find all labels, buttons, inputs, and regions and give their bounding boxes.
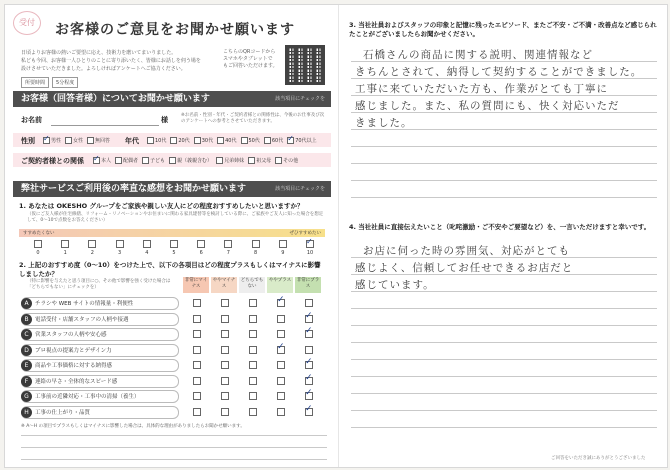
answer-3-handwriting: きちんとされて、納得して契約することができました。 bbox=[355, 66, 643, 78]
question-4 bbox=[349, 223, 659, 232]
relation-checkbox[interactable] bbox=[275, 157, 282, 164]
scale-number: 2 bbox=[90, 250, 94, 256]
age-option[interactable] bbox=[194, 137, 213, 144]
service-section-hint: 該当項目にチェックを bbox=[275, 186, 325, 192]
rating-checkbox[interactable] bbox=[305, 392, 313, 400]
age-checkbox[interactable] bbox=[217, 137, 224, 144]
age-option[interactable] bbox=[264, 137, 283, 144]
scale-number: 10 bbox=[306, 250, 314, 256]
relation-checkbox[interactable] bbox=[142, 157, 149, 164]
scale-low-label: すすめたくない bbox=[23, 231, 55, 236]
relation-option-label: 本人 bbox=[101, 158, 112, 164]
grid-footnote: ※ A〜H の項目でプラスもしくはマイナスに影響した場合は、具体的な理由がありましたらお聞かせ願います。 bbox=[21, 424, 245, 429]
age-option[interactable] bbox=[241, 137, 260, 144]
age-option-label: 20代 bbox=[178, 138, 190, 144]
duration-value: 5分程度 bbox=[52, 77, 78, 88]
rating-item bbox=[21, 406, 179, 419]
answer-4-line[interactable] bbox=[351, 359, 657, 360]
answer-4-line[interactable] bbox=[351, 325, 657, 326]
answer-3-line[interactable] bbox=[351, 180, 657, 181]
rating-checkbox[interactable] bbox=[277, 408, 285, 416]
relation-option-label: 親（義親含む） bbox=[177, 158, 213, 164]
rating-checkbox[interactable] bbox=[221, 299, 229, 307]
scale-option[interactable] bbox=[270, 238, 296, 256]
name-note: ※お名前・性別・年代・ご契約者様との関係性は、今後のお仕事及び次のアンケートへの参考とさせていただきます。 bbox=[181, 113, 325, 124]
answer-3-handwriting: 感じました。また、私の質問にも、快く対応いただ bbox=[355, 100, 620, 112]
rating-checkbox[interactable] bbox=[277, 346, 285, 354]
question-2-sub: （特に影響を与えたと思う項目に○、その他で影響を強く受けた場合は「どちらでもない」にチェックを） bbox=[27, 279, 171, 290]
item-label: 工事の仕上がり・品質 bbox=[35, 409, 91, 416]
grid-column-header: 非常にプラス bbox=[295, 277, 321, 293]
relation-label: ご契約者様との関係 bbox=[21, 157, 84, 165]
scale-option[interactable] bbox=[243, 238, 269, 256]
answer-4-line[interactable] bbox=[351, 393, 657, 394]
scale-number: 7 bbox=[226, 250, 230, 256]
scale-option[interactable] bbox=[215, 238, 241, 256]
rating-checkbox[interactable] bbox=[305, 408, 313, 416]
question-2-number: 2. bbox=[19, 261, 26, 269]
rating-checkbox[interactable] bbox=[221, 330, 229, 338]
relation-option-label: 兄弟姉妹 bbox=[224, 158, 245, 164]
answer-3-line[interactable] bbox=[351, 146, 657, 147]
rating-checkbox[interactable] bbox=[305, 361, 313, 369]
rating-item bbox=[21, 390, 179, 403]
scale-number: 6 bbox=[199, 250, 203, 256]
rating-checkbox[interactable] bbox=[249, 377, 257, 385]
answer-4-line[interactable] bbox=[351, 342, 657, 343]
rating-checkbox[interactable] bbox=[221, 346, 229, 354]
age-checkbox[interactable] bbox=[241, 137, 248, 144]
rating-checkbox[interactable] bbox=[277, 315, 285, 323]
rating-checkbox[interactable] bbox=[249, 299, 257, 307]
rating-checkbox[interactable] bbox=[305, 346, 313, 354]
qr-code-icon[interactable] bbox=[285, 45, 325, 85]
scale-number: 5 bbox=[172, 250, 176, 256]
age-option-label: 50代 bbox=[248, 138, 260, 144]
gender-option[interactable] bbox=[87, 137, 110, 144]
service-section-title: 弊社サービスご利用後の率直な感想をお聞かせ願います bbox=[21, 184, 247, 194]
gender-option-label: 男性 bbox=[51, 138, 62, 144]
scale-checkbox[interactable] bbox=[252, 240, 260, 248]
rating-checkbox[interactable] bbox=[221, 392, 229, 400]
answer-4-line[interactable] bbox=[351, 410, 657, 411]
item-key-badge: B bbox=[21, 314, 32, 325]
rating-checkbox[interactable] bbox=[249, 408, 257, 416]
grid-column-header: ややマイナス bbox=[211, 277, 237, 293]
rating-item bbox=[21, 359, 179, 372]
rating-checkbox[interactable] bbox=[221, 377, 229, 385]
item-label: 商品や工事価格に対する納得感 bbox=[35, 363, 113, 369]
age-checkbox[interactable] bbox=[170, 137, 177, 144]
name-suffix: 様 bbox=[161, 116, 168, 124]
item-key-badge: E bbox=[21, 360, 32, 371]
rating-checkbox[interactable] bbox=[193, 315, 201, 323]
relation-option-label: 配偶者 bbox=[123, 158, 139, 164]
item-label: チラシや WEB サイトの情報量・利便性 bbox=[35, 301, 134, 307]
age-option-label: 40代 bbox=[225, 138, 237, 144]
gender-checkbox[interactable] bbox=[43, 137, 50, 144]
age-option[interactable] bbox=[217, 137, 236, 144]
rating-checkbox[interactable] bbox=[277, 330, 285, 338]
scale-checkbox[interactable] bbox=[88, 240, 96, 248]
scale-option[interactable] bbox=[297, 238, 323, 256]
scale-option[interactable] bbox=[134, 238, 160, 256]
rating-checkbox[interactable] bbox=[221, 315, 229, 323]
answer-3-handwriting: 工事に来ていただいた方も、作業がとても丁寧に bbox=[355, 83, 608, 95]
scale-option[interactable] bbox=[188, 238, 214, 256]
item-label: プロ視点の提案力とデザイン力 bbox=[35, 347, 112, 354]
rating-item bbox=[21, 313, 179, 326]
answer-4-handwriting: お店に伺った時の雰囲気、対応がとても bbox=[363, 245, 570, 257]
rating-checkbox[interactable] bbox=[193, 408, 201, 416]
question-3-text: 当社社員およびスタッフの印象と記憶に残ったエピソード、またご不安・ご不満・改善点など感じられたことがございましたらお聞かせください。 bbox=[349, 21, 657, 38]
question-4-text: 当社社員に直接伝えたいこと（叱咤激励・ご不安やご要望など）を、一言いただけますと幸いです。 bbox=[358, 223, 651, 231]
gender-checkbox[interactable] bbox=[87, 137, 94, 144]
item-label: 営業スタッフの人柄や安心感 bbox=[35, 332, 107, 338]
customer-section-header bbox=[13, 91, 331, 107]
relation-checkbox[interactable] bbox=[248, 157, 255, 164]
scale-option[interactable] bbox=[161, 238, 187, 256]
center-fold bbox=[338, 5, 339, 467]
name-label: お名前 bbox=[21, 116, 42, 124]
rating-checkbox[interactable] bbox=[305, 299, 313, 307]
gender-checkbox[interactable] bbox=[65, 137, 72, 144]
answer-3-handwriting: きました。 bbox=[355, 117, 413, 129]
intro-text: 日頃よりお客様の熱いご要望に応え、技術力を磨いてまいりました。 私ども今回、お客様一人ひとりのことに寄り添いたく、皆様にお話しを伺う場を 設けさせていただきました。よろしければアンケートへご協力ください。 bbox=[21, 50, 201, 72]
duration-label: 所要時間 bbox=[21, 77, 49, 88]
rating-item bbox=[21, 375, 179, 388]
relation-checkbox[interactable] bbox=[93, 157, 100, 164]
rating-checkbox[interactable] bbox=[305, 315, 313, 323]
age-options bbox=[147, 137, 317, 144]
scale-checkbox[interactable] bbox=[143, 240, 151, 248]
gender-option[interactable] bbox=[65, 137, 83, 144]
relation-option[interactable] bbox=[248, 157, 271, 164]
age-option[interactable] bbox=[170, 137, 189, 144]
scale-checkbox[interactable] bbox=[197, 240, 205, 248]
answer-4-line[interactable] bbox=[351, 427, 657, 428]
survey-sheet bbox=[4, 4, 668, 468]
gender-label: 性別 bbox=[21, 137, 35, 145]
answer-4-handwriting: 感じています。 bbox=[355, 279, 435, 291]
grid-column-header: どちらでもない bbox=[239, 277, 265, 293]
customer-section-title: お客様（回答者様）についてお聞かせ願います bbox=[21, 94, 210, 104]
rating-checkbox[interactable] bbox=[193, 330, 201, 338]
relation-checkbox[interactable] bbox=[169, 157, 176, 164]
scale-number: 3 bbox=[118, 250, 122, 256]
item-key-badge: C bbox=[21, 329, 32, 340]
question-1-number: 1. bbox=[19, 202, 26, 210]
rating-checkbox[interactable] bbox=[249, 330, 257, 338]
age-checkbox[interactable] bbox=[287, 137, 294, 144]
age-checkbox[interactable] bbox=[264, 137, 271, 144]
duration-tags bbox=[21, 77, 78, 88]
question-2-text: 上記のおすすめ度（0〜10）をつけた上で、以下の各項目はどの程度プラスもしくはマイナスに影響しましたか？ bbox=[19, 261, 321, 278]
item-key-badge: H bbox=[21, 407, 32, 418]
rating-checkbox[interactable] bbox=[249, 315, 257, 323]
answer-4-line[interactable] bbox=[351, 308, 657, 309]
age-label: 年代 bbox=[125, 137, 139, 145]
customer-section-hint: 該当項目にチェックを bbox=[275, 96, 325, 102]
rating-checkbox[interactable] bbox=[249, 361, 257, 369]
age-option-label: 10代 bbox=[155, 138, 167, 144]
age-option-label: 60代 bbox=[271, 138, 284, 144]
item-key-badge: G bbox=[21, 391, 32, 402]
scale-checkbox[interactable] bbox=[170, 240, 178, 248]
relation-options bbox=[93, 157, 298, 164]
question-4-number: 4. bbox=[349, 223, 356, 231]
relation-checkbox[interactable] bbox=[115, 157, 122, 164]
scale-option[interactable] bbox=[25, 238, 51, 256]
item-key-badge: F bbox=[21, 376, 32, 387]
gender-option-label: 無回答 bbox=[95, 138, 111, 144]
item-label: 工事前の近隣対応・工事中の清掃（養生） bbox=[35, 394, 140, 400]
scale-number: 8 bbox=[254, 250, 258, 256]
relation-option-label: 子ども bbox=[150, 158, 166, 164]
rating-checkbox[interactable] bbox=[221, 361, 229, 369]
age-option-label: 70代以上 bbox=[295, 138, 317, 144]
scale-gradient bbox=[19, 229, 325, 237]
question-3-number: 3. bbox=[349, 21, 356, 29]
scale-high-label: ぜひすすめたい bbox=[289, 231, 321, 236]
scale-option[interactable] bbox=[52, 238, 78, 256]
rating-checkbox[interactable] bbox=[193, 377, 201, 385]
scale-number: 9 bbox=[281, 250, 285, 256]
rating-checkbox[interactable] bbox=[193, 361, 201, 369]
item-key-badge: D bbox=[21, 345, 32, 356]
item-label: 連絡の早さ・全体的なスピード感 bbox=[35, 378, 118, 385]
rating-checkbox[interactable] bbox=[277, 377, 285, 385]
page-title: お客様のご意見をお聞かせ願います bbox=[55, 22, 295, 38]
service-section-header bbox=[13, 181, 331, 197]
age-option[interactable] bbox=[287, 137, 316, 144]
received-stamp: 受付 bbox=[13, 11, 41, 35]
age-checkbox[interactable] bbox=[194, 137, 201, 144]
relation-option-label: その他 bbox=[283, 158, 299, 164]
scale-number: 1 bbox=[63, 250, 67, 256]
rating-item bbox=[21, 328, 179, 341]
answer-3-line[interactable] bbox=[351, 197, 657, 198]
scale-number: 0 bbox=[36, 250, 40, 256]
rating-checkbox[interactable] bbox=[193, 392, 201, 400]
grid-column-header: 非常にマイナス bbox=[183, 277, 209, 293]
relation-option-label: 祖父母 bbox=[256, 158, 272, 164]
rating-item bbox=[21, 297, 179, 310]
qr-note: こちらのQRコードから スマホやタブレットで もご回答いただけます。 bbox=[223, 49, 278, 69]
scale-checkbox[interactable] bbox=[306, 240, 314, 248]
scale-option[interactable] bbox=[79, 238, 105, 256]
scale-checkbox[interactable] bbox=[224, 240, 232, 248]
rating-checkbox[interactable] bbox=[221, 408, 229, 416]
rating-item bbox=[21, 344, 179, 357]
rating-checkbox[interactable] bbox=[277, 299, 285, 307]
name-field[interactable] bbox=[51, 125, 159, 126]
question-1-sub: （仮にご友人様が住宅修繕、リフォーム・リノベーションやお住まいに関わる家具建替等を検討している際に、ご家族やご友人に知った場合を想定して、0〜10で点数をお答えください） bbox=[27, 212, 324, 223]
gender-option[interactable] bbox=[43, 137, 61, 144]
rating-checkbox[interactable] bbox=[305, 330, 313, 338]
grid-column-header: ややプラス bbox=[267, 277, 293, 293]
relation-option[interactable] bbox=[93, 157, 111, 164]
rating-checkbox[interactable] bbox=[277, 361, 285, 369]
answer-4-handwriting: 感じよく、信頼してお任せできるお店だと bbox=[355, 262, 574, 274]
rating-checkbox[interactable] bbox=[193, 346, 201, 354]
rating-checkbox[interactable] bbox=[305, 377, 313, 385]
rating-checkbox[interactable] bbox=[277, 392, 285, 400]
question-1-text: あなたは OKESHO グループをご家族や親しい友人にどの程度おすすめしたいと思いますか？ bbox=[28, 202, 304, 210]
scale-number: 4 bbox=[145, 250, 149, 256]
relation-option[interactable] bbox=[216, 157, 244, 164]
relation-option[interactable] bbox=[275, 157, 298, 164]
item-key-badge: A bbox=[21, 298, 32, 309]
relation-option[interactable] bbox=[142, 157, 165, 164]
relation-option[interactable] bbox=[169, 157, 212, 164]
age-option-label: 30代 bbox=[201, 138, 214, 144]
left-answer-line-1[interactable] bbox=[21, 435, 327, 436]
item-label: 電話受付・店舗スタッフの人柄や接遇 bbox=[35, 316, 129, 323]
thanks-note: ご回答をいただき誠にありがとうございました bbox=[551, 456, 646, 461]
rating-checkbox[interactable] bbox=[193, 299, 201, 307]
gender-option-label: 女性 bbox=[73, 138, 84, 144]
rating-checkbox[interactable] bbox=[249, 392, 257, 400]
scale-checkbox[interactable] bbox=[116, 240, 124, 248]
answer-4-line[interactable] bbox=[351, 376, 657, 377]
question-3 bbox=[349, 21, 659, 39]
relation-checkbox[interactable] bbox=[216, 157, 223, 164]
age-option[interactable] bbox=[147, 137, 166, 144]
left-answer-line-3[interactable] bbox=[21, 459, 327, 460]
answer-3-line[interactable] bbox=[351, 163, 657, 164]
recommend-scale bbox=[19, 229, 325, 255]
left-answer-line-2[interactable] bbox=[21, 447, 327, 448]
answer-3-handwriting: 石橋さんの商品に関する説明、関連情報など bbox=[363, 49, 593, 61]
relation-option[interactable] bbox=[115, 157, 138, 164]
scale-checkbox[interactable] bbox=[279, 240, 287, 248]
scale-checkbox[interactable] bbox=[34, 240, 42, 248]
question-1 bbox=[19, 202, 327, 211]
scale-checkbox[interactable] bbox=[61, 240, 69, 248]
scale-option[interactable] bbox=[107, 238, 133, 256]
rating-checkbox[interactable] bbox=[249, 346, 257, 354]
gender-options bbox=[43, 137, 110, 144]
age-checkbox[interactable] bbox=[147, 137, 154, 144]
